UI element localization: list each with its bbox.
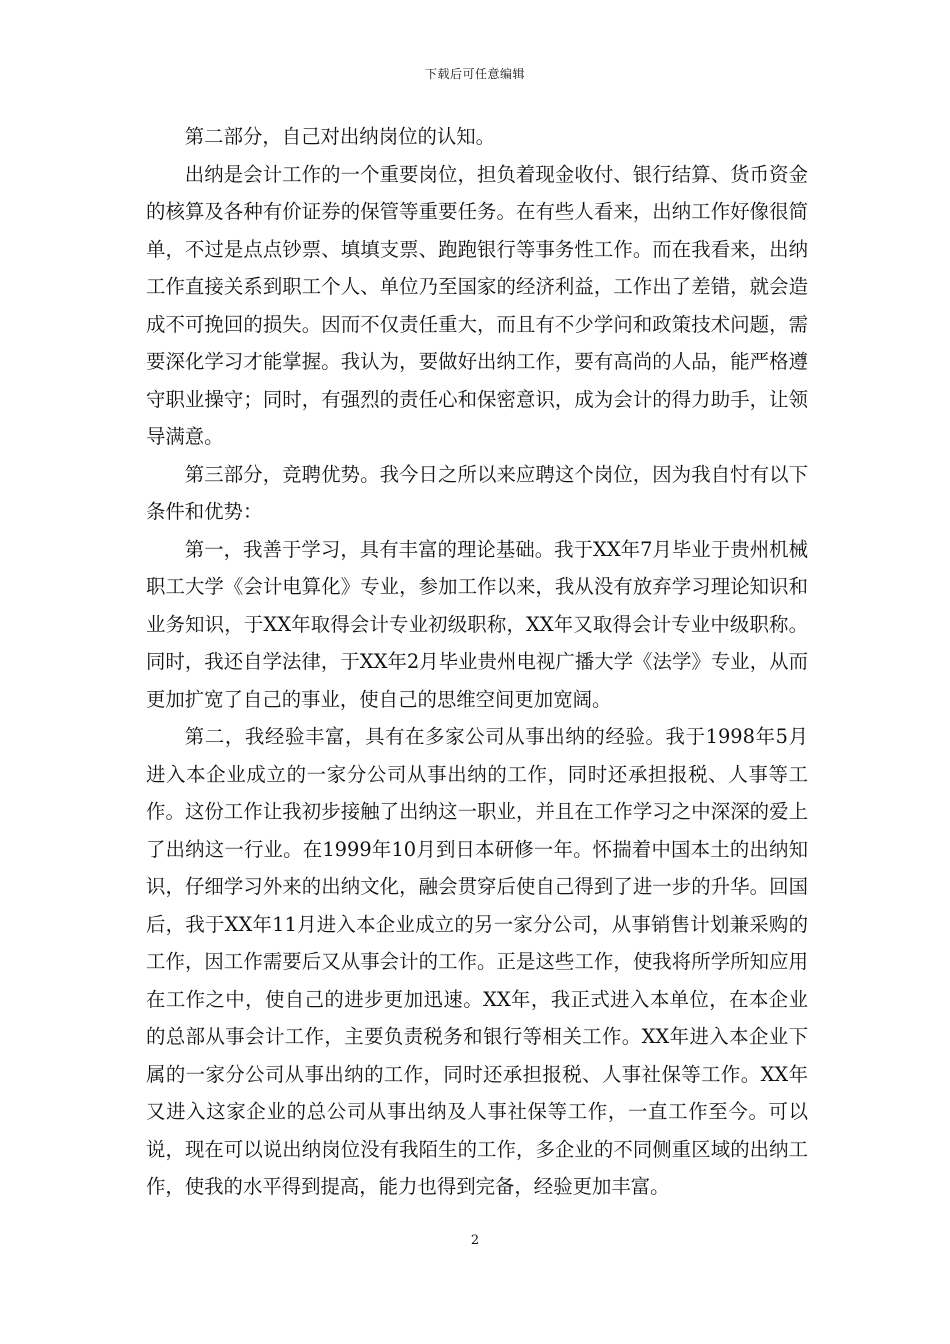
page-header: 下载后可任意编辑: [424, 67, 525, 81]
document-body: [146, 118, 808, 1206]
paragraph-part-two-heading: 第二部分，自己对出纳岗位的认知。: [184, 125, 496, 148]
paragraph-second-advantage: 第二，我经验丰富，具有在多家公司从事出纳的经验。我于1998年5月进入本企业成立的一家分公司从事出纳的工作，同时还承担报税、人事等工作。这份工作让我初步接触了出纳这一职业，并且在工作学习之中深深的爱上了出纳这一行业。在1999年10月到日本研修一年。怀揣着中国本土的出纳知识，仔细学习外来的出纳文化，融会贯穿后使自己得到了进一步的升华。回国后，我于XX年11月进入本企业成立的另一家分公司，从事销售计划兼采购的工作，因工作需要后又从事会计的工作。正是这些工作，使我将所学所知应用在工作之中，使自己的进步更加迅速。XX年，我正式进入本单位，在本企业的总部从事会计工作，主要负责税务和银行等相关工作。XX年进入本企业下属的一家分公司从事出纳的工作，同时还承担报税、人事社保等工作。XX年又进入这家企业的总公司从事出纳及人事社保等工作，一直工作至今。可以说，现在可以说出纳岗位没有我陌生的工作，多企业的不同侧重区域的出纳工作，使我的水平得到提高，能力也得到完备，经验更加丰富。: [146, 725, 808, 1198]
paragraph-part-three-heading: 第三部分，竞聘优势。我今日之所以来应聘这个岗位，因为我自忖有以下条件和优势：: [146, 462, 808, 523]
paragraph-cashier-role: 出纳是会计工作的一个重要岗位，担负着现金收付、银行结算、货币资金的核算及各种有价证券的保管等重要任务。在有些人看来，出纳工作好像很简单，不过是点点钞票、填填支票、跑跑银行等事务性工作。而在我看来，出纳工作直接关系到职工个人、单位乃至国家的经济利益，工作出了差错，就会造成不可挽回的损失。因而不仅责任重大，而且有不少学问和政策技术问题，需要深化学习才能掌握。我认为，要做好出纳工作，要有高尚的人品，能严格遵守职业操守；同时，有强烈的责任心和保密意识，成为会计的得力助手，让领导满意。: [146, 162, 808, 448]
page-number: 2: [470, 1233, 480, 1248]
paragraph-first-advantage: 第一，我善于学习，具有丰富的理论基础。我于XX年7月毕业于贵州机械职工大学《会计电算化》专业，参加工作以来，我从没有放弃学习理论知识和业务知识，于XX年取得会计专业初级职称，XX年又取得会计专业中级职称。同时，我还自学法律，于XX年2月毕业贵州电视广播大学《法学》专业，从而更加扩宽了自己的事业，使自己的思维空间更加宽阔。: [146, 537, 808, 711]
